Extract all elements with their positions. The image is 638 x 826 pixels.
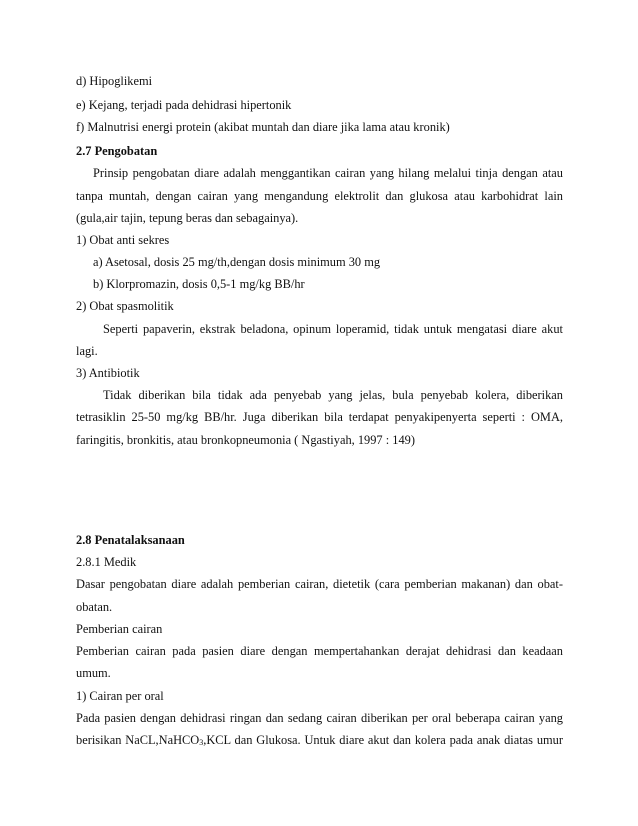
- list-item-heading: 2) Obat spasmolitik: [76, 299, 174, 313]
- text-segment: ,KCL dan Glukosa. Untuk diare akut dan kolera pada anak diatas umur: [203, 733, 563, 747]
- list-sub-item: b) Klorpromazin, dosis 0,5-1 mg/kg BB/hr: [93, 277, 305, 291]
- paragraph-line: Pemberian cairan pada pasien diare dengan mempertahankan derajat dehidrasi dan keadaan: [76, 644, 563, 658]
- paragraph-line: [76, 732, 563, 748]
- section-heading-2-7: 2.7 Pengobatan: [76, 144, 158, 158]
- paragraph-line: Dasar pengobatan diare adalah pemberian cairan, dietetik (cara pemberian makanan) dan obat-: [76, 577, 563, 591]
- paragraph-line: umum.: [76, 666, 111, 680]
- paragraph-line: faringitis, bronkitis, atau bronkopneumonia ( Ngastiyah, 1997 : 149): [76, 433, 415, 447]
- paragraph-line: Prinsip pengobatan diare adalah menggantikan cairan yang hilang melalui tinja dengan atau: [93, 166, 563, 180]
- paragraph-line: tetrasiklin 25-50 mg/kg BB/hr. Juga diberikan bila terdapat penyakipenyerta seperti : OMA,: [76, 410, 563, 424]
- paragraph-line: Pemberian cairan: [76, 622, 163, 636]
- complication-item-f: f) Malnutrisi energi protein (akibat muntah dan diare jika lama atau kronik): [76, 120, 450, 134]
- complication-item-d: d) Hipoglikemi: [76, 74, 153, 88]
- subscript-text: 3: [199, 738, 204, 747]
- paragraph-line: lagi.: [76, 344, 98, 358]
- section-heading-2-8: 2.8 Penatalaksanaan: [76, 533, 185, 547]
- paragraph-line: obatan.: [76, 600, 113, 614]
- list-item-heading: 3) Antibiotik: [76, 366, 140, 380]
- list-sub-item: a) Asetosal, dosis 25 mg/th,dengan dosis minimum 30 mg: [93, 255, 381, 269]
- list-item-heading: 1) Cairan per oral: [76, 689, 164, 703]
- paragraph-line: Seperti papaverin, ekstrak beladona, opinum loperamid, tidak untuk mengatasi diare akut: [103, 322, 563, 336]
- paragraph-line: (gula,air tajin, tepung beras dan sebagainya).: [76, 211, 299, 225]
- complication-item-e: e) Kejang, terjadi pada dehidrasi hipertonik: [76, 98, 292, 112]
- paragraph-line: Pada pasien dengan dehidrasi ringan dan sedang cairan diberikan per oral beberapa cairan yang: [76, 711, 563, 725]
- text-segment: berisikan NaCL,NaHCO: [76, 733, 200, 747]
- list-item-heading: 1) Obat anti sekres: [76, 233, 170, 247]
- paragraph-line: Tidak diberikan bila tidak ada penyebab yang jelas, bula penyebab kolera, diberikan: [103, 388, 563, 402]
- paragraph-line: tanpa muntah, dengan cairan yang mengandung elektrolit dan glukosa atau karbohidrat lain: [76, 189, 563, 203]
- subsection-heading: 2.8.1 Medik: [76, 555, 137, 569]
